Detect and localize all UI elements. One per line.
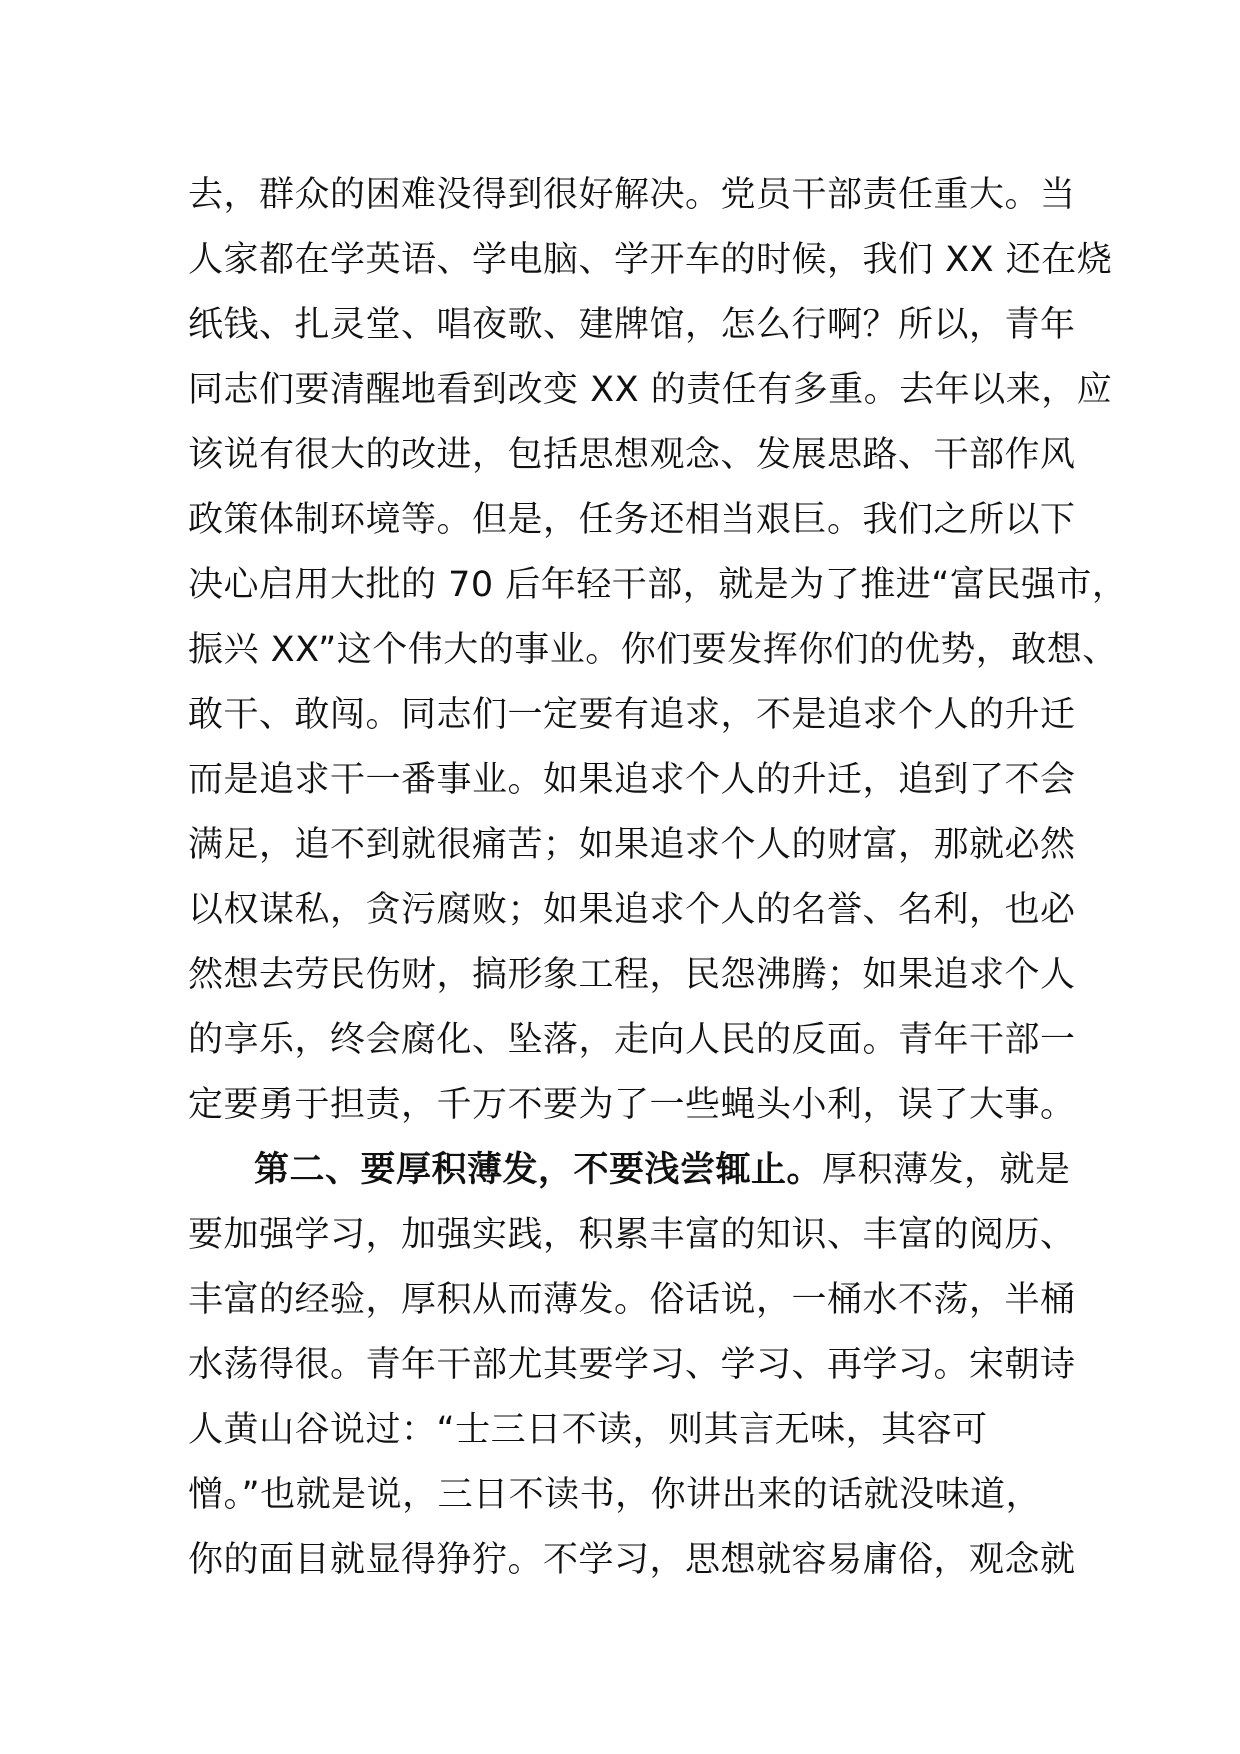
text-line: 决心启用大批的 70 后年轻干部，就是为了推进“富民强市， [188, 565, 1128, 605]
section-paragraph-start [188, 1138, 1088, 1203]
body-text [188, 163, 1128, 1593]
text-line: 以权谋私，贪污腐败；如果追求个人的名誉、名利，也必 [188, 890, 1076, 930]
text-line: 该说有很大的改进，包括思想观念、发展思路、干部作风 [188, 435, 1076, 475]
text-line: 人家都在学英语、学电脑、学开车的时候，我们 XX 还在烧 [188, 240, 1113, 280]
text-line: 振兴 XX”这个伟大的事业。你们要发挥你们的优势，敢想、 [188, 630, 1118, 670]
text-line: 水荡得很。青年干部尤其要学习、学习、再学习。宋朝诗 [188, 1345, 1076, 1385]
text-line: 要加强学习，加强实践，积累丰富的知识、丰富的阅历、 [188, 1215, 1076, 1255]
text-line: 你的面目就显得狰狞。不学习，思想就容易庸俗，观念就 [188, 1540, 1076, 1580]
text-line: 去，群众的困难没得到很好解决。党员干部责任重大。当 [188, 175, 1076, 215]
section-heading: 第二、要厚积薄发，不要浅尝辄止。 [254, 1150, 823, 1190]
text-line: 敢干、敢闯。同志们一定要有追求，不是追求个人的升迁 [188, 695, 1076, 735]
text-line: 同志们要清醒地看到改变 XX 的责任有多重。去年以来，应 [188, 370, 1113, 410]
text-line: 丰富的经验，厚积从而薄发。俗话说，一桶水不荡，半桶 [188, 1280, 1076, 1320]
text-line: 的享乐，终会腐化、坠落，走向人民的反面。青年干部一 [188, 1020, 1076, 1060]
text-line: 满足，追不到就很痛苦；如果追求个人的财富，那就必然 [188, 825, 1076, 865]
text-line: 纸钱、扎灵堂、唱夜歌、建牌馆，怎么行啊？所以，青年 [188, 305, 1076, 345]
text-line: 政策体制环境等。但是，任务还相当艰巨。我们之所以下 [188, 500, 1076, 540]
text-line: 定要勇于担责，千万不要为了一些蝇头小利，误了大事。 [188, 1085, 1076, 1125]
text-line: 然想去劳民伤财，搞形象工程，民怨沸腾；如果追求个人 [188, 955, 1076, 995]
text-line: 人黄山谷说过：“士三日不读，则其言无味，其容可 [188, 1410, 988, 1450]
text-line: 而是追求干一番事业。如果追求个人的升迁，追到了不会 [188, 760, 1076, 800]
section-heading-rest: 厚积薄发，就是 [822, 1150, 1071, 1190]
text-line: 憎。”也就是说，三日不读书，你讲出来的话就没味道， [188, 1475, 1042, 1515]
